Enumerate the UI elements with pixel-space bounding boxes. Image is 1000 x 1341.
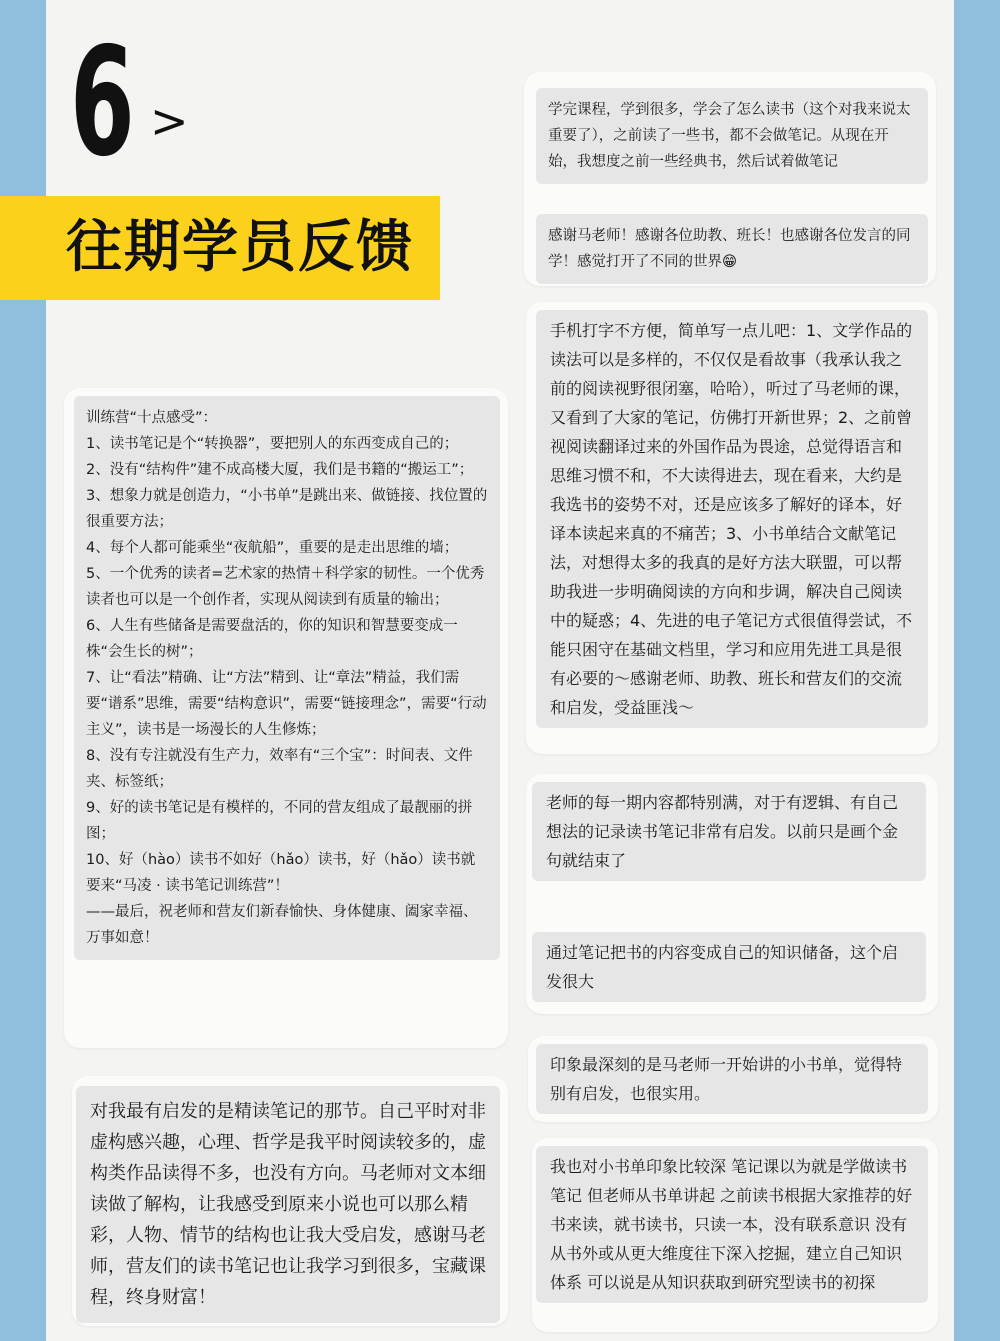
- feedback-bubble: 我也对小书单印象比较深 笔记课以为就是学做读书笔记 但老师从书单讲起 之前读书根据大家推荐的好书来读，就书读书，只读一本，没有联系意识 没有从书外或从更大维度往下深入挖掘，建立自己知识体系 可以说是从知识获取到研究型读书的初探: [536, 1146, 928, 1303]
- chevron-right-icon: >: [150, 94, 189, 148]
- feedback-bubble: 通过笔记把书的内容变成自己的知识储备，这个启发很大: [532, 932, 926, 1002]
- feedback-bubble: 学完课程，学到很多，学会了怎么读书（这个对我来说太重要了），之前读了一些书，都不会做笔记。从现在开始，我想度之前一些经典书，然后试着做笔记: [536, 88, 928, 184]
- feedback-bubble: 印象最深刻的是马老师一开始讲的小书单，觉得特别有启发，也很实用。: [536, 1044, 928, 1114]
- section-title: 往期学员反馈: [66, 215, 414, 280]
- feedback-bubble: 感谢马老师！感谢各位助教、班长！也感谢各位发言的同学！感觉打开了不同的世界😁: [536, 214, 928, 284]
- feedback-bubble: 手机打字不方便，简单写一点儿吧：1、文学作品的读法可以是多样的，不仅仅是看故事（我承认我之前的阅读视野很闭塞，哈哈），听过了马老师的课，又看到了大家的笔记，仿佛打开新世界；2、之前曾视阅读翻译过来的外国作品为畏途，总觉得语言和思维习惯不和，不大读得进去，现在看来，大约是我选书的姿势不对，还是应该多了解好的译本，好译本读起来真的不痛苦；3、小书单结合文献笔记法，对想得太多的我真的是好方法大联盟，可以帮助我进一步明确阅读的方向和步调，解决自己阅读中的疑惑；4、先进的电子笔记方式很值得尝试，不能只困守在基础文档里，学习和应用先进工具是很有必要的～感谢老师、助教、班长和营友们的交流和启发，受益匪浅～: [536, 310, 928, 728]
- feedback-bubble: 对我最有启发的是精读笔记的那节。自己平时对非虚构感兴趣，心理、哲学是我平时阅读较多的，虚构类作品读得不多，也没有方向。马老师对文本细读做了解构，让我感受到原来小说也可以那么精彩，人物、情节的结构也让我大受启发，感谢马老师，营友们的读书笔记也让我学习到很多，宝藏课程，终身财富！: [76, 1086, 500, 1323]
- section-number: 6: [70, 16, 135, 190]
- feedback-bubble: 老师的每一期内容都特别满，对于有逻辑、有自己想法的记录读书笔记非常有启发。以前只是画个金句就结束了: [532, 782, 926, 881]
- feedback-bubble: 训练营“十点感受”： 1、读书笔记是个“转换器”，要把别人的东西变成自己的； 2、没有“结构件”建不成高楼大厦，我们是书籍的“搬运工”； 3、想象力就是创造力，“小书单”是跳出来、做链接、找位置的很重要方法； 4、每个人都可能乘坐“夜航船”，重要的是走出思维的墙； 5、一个优秀的读者=艺术家的热情＋科学家的韧性。一个优秀读者也可以是一个创作者，实现从阅读到有质量的输出； 6、人生有些储备是需要盘活的，你的知识和智慧要变成一株“会生长的树”； 7、让“看法”精确、让“方法”精到、让“章法”精益，我们需要“谱系”思维，需要“结构意识”，需要“链接理念”，需要“行动主义”，读书是一场漫长的人生修炼； 8、没有专注就没有生产力，效率有“三个宝”：时间表、文件夹、标签纸； 9、好的读书笔记是有模样的，不同的营友组成了最靓丽的拼图； 10、好（hào）读书不如好（hǎo）读书，好（hǎo）读书就要来“马凌 · 读书笔记训练营”！ ——最后，祝老师和营友们新春愉快、身体健康、阖家幸福、万事如意！: [74, 396, 500, 960]
